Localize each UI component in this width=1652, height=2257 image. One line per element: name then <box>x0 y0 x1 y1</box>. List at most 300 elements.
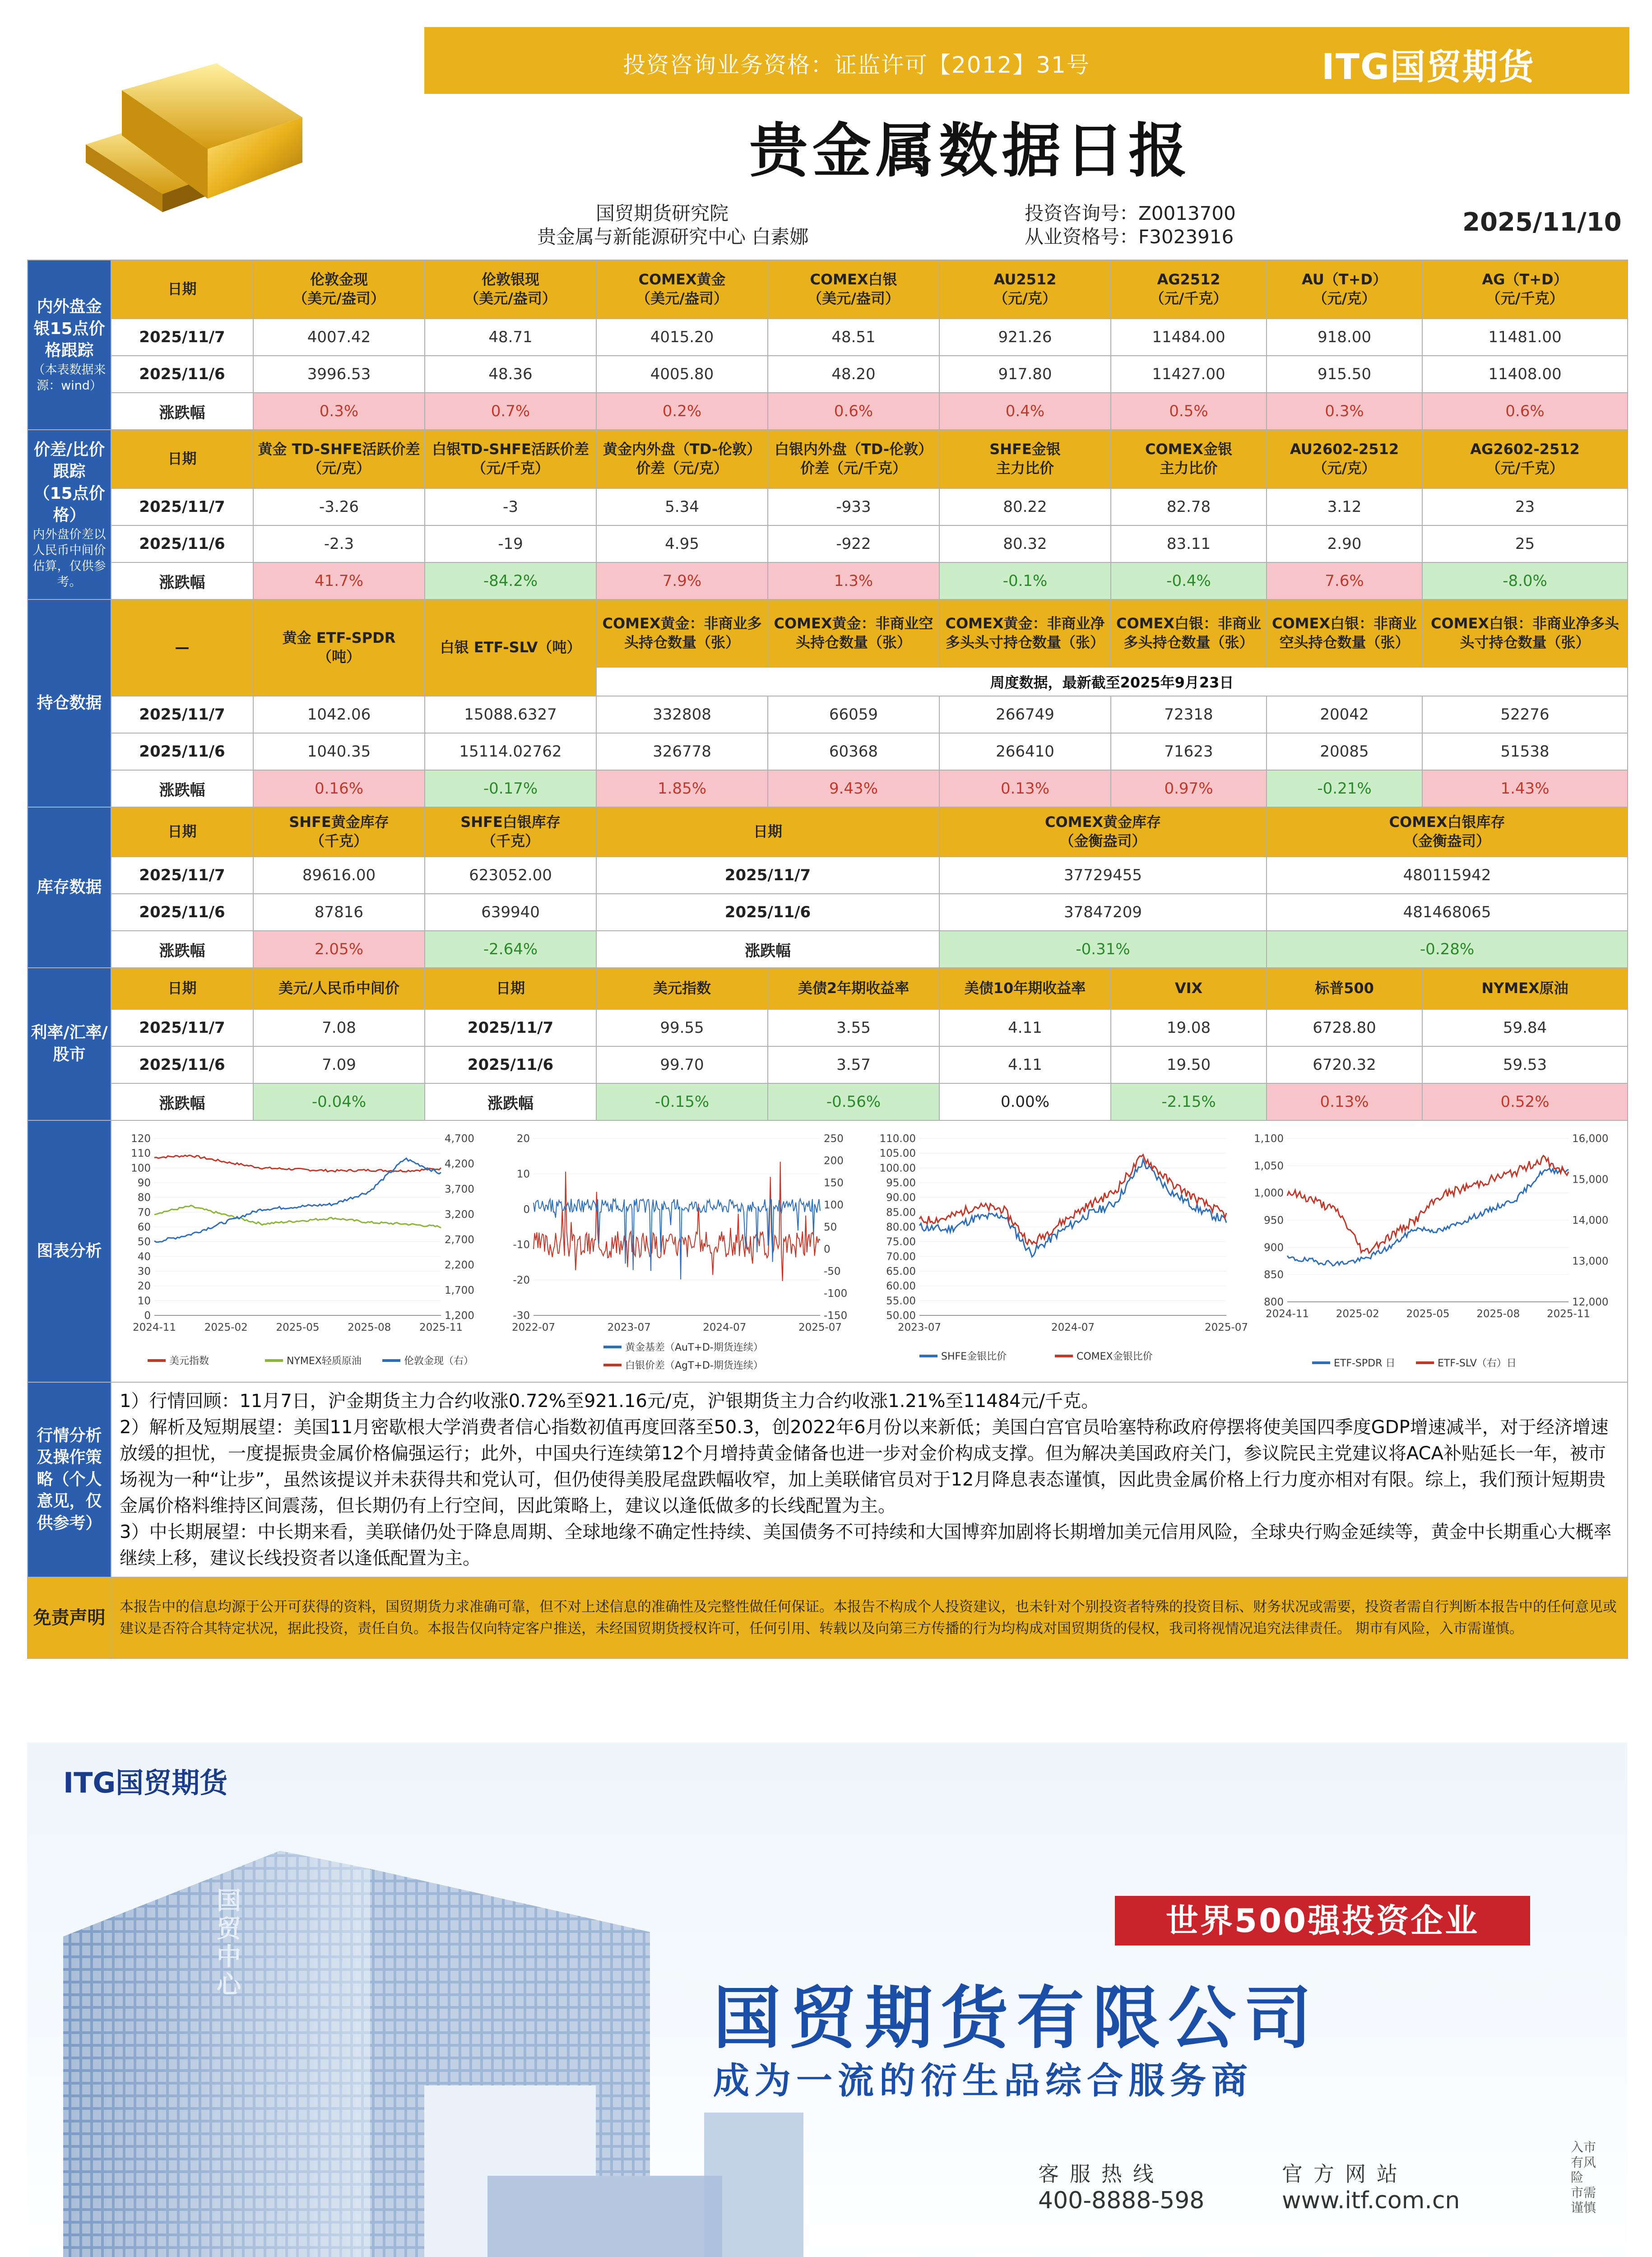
cell: 1040.35 <box>253 733 425 770</box>
cell: 915.50 <box>1267 356 1422 393</box>
institute-name: 国贸期货研究院 <box>596 202 729 224</box>
y-tick-label: 100.00 <box>879 1162 916 1175</box>
cell: 918.00 <box>1267 319 1422 356</box>
series-line-1 <box>154 1155 441 1172</box>
report-title: 贵金属数据日报 <box>749 116 1192 185</box>
legend-label: 美元指数 <box>169 1356 209 1367</box>
col-header: COMEX白银 （美元/盎司） <box>768 260 939 319</box>
x-tick-label: 2023-07 <box>897 1322 942 1333</box>
y-tick-label: 10 <box>137 1295 151 1307</box>
col-header: COMEX黄金库存 （金衡盎司） <box>939 807 1267 857</box>
practice-number: 从业资格号：F3023916 <box>1025 226 1234 248</box>
header-bar <box>424 27 1629 94</box>
change-cell: 0.5% <box>1111 393 1267 430</box>
cell: 59.53 <box>1422 1046 1628 1083</box>
change-label: 涨跌幅 <box>111 393 253 430</box>
y2-tick-label: 1,200 <box>445 1310 474 1322</box>
website-label: 官方网站 <box>1282 2162 1408 2186</box>
change-cell: -0.56% <box>768 1083 939 1120</box>
y2-tick-label: 250 <box>824 1133 844 1145</box>
cell: -19 <box>425 525 596 562</box>
strategy-p2: 2）解析及短期展望：美国11月密歇根大学消费者信心指数初值再度回落至50.3，创2022年6月份以来新低；美国白宫官员哈塞特称政府停摆将使美国四季度GDP增速减半，对于经济增速放缓的担忧，一度提振贵金属价格偏强运行；此外，中国央行连续第12个月增持黄金储备也进一步对金价构成支撑。但为解决美国政府关门，参议院民主党建议将ACA补贴延长一年，被市场视为一种“让步”，虽然该提议并未获得共和党认可，但仍使得美股尾盘跌幅收窄，加上美联储官员对于12月降息表态谨慎，因此贵金属价格上行力度亦相对有限。综上，我们预计短期贵金属价格料维持区间震荡，但长期仍有上行空间，因此策略上，建议以逢低做多的长线配置为主。 <box>120 1417 1609 1516</box>
x-tick-label: 2024-11 <box>132 1322 176 1333</box>
strategy-p1: 1）行情回顾：11月7日，沪金期货主力合约收涨0.72%至921.16元/克，沪银期货主力合约收涨1.21%至11484元/千克。 <box>120 1391 1100 1412</box>
col-header: SHFE白银库存 （千克） <box>425 807 596 857</box>
cell: 4.95 <box>596 525 768 562</box>
y-tick-label: 90.00 <box>886 1192 916 1204</box>
col-header: 标普500 <box>1267 968 1422 1009</box>
advisory-number: 投资咨询号：Z0013700 <box>1025 202 1236 224</box>
y-tick-label: 80.00 <box>886 1221 916 1233</box>
cell: 20042 <box>1267 696 1422 733</box>
y-tick-label: 850 <box>1264 1269 1284 1281</box>
risk-note: 入市有风险 市需谨慎 <box>1571 2140 1596 2215</box>
row-date: 2025/11/6 <box>111 1046 253 1083</box>
y2-tick-label: 1,700 <box>445 1285 474 1296</box>
series-line-2 <box>1287 1156 1568 1253</box>
change-cell: 0.16% <box>253 770 425 807</box>
cell: 266410 <box>939 733 1111 770</box>
col-header: SHFE金银 主力比价 <box>939 430 1111 488</box>
col-header: VIX <box>1111 968 1267 1009</box>
change-cell: 0.97% <box>1111 770 1267 807</box>
x-tick-label: 2025-02 <box>204 1322 248 1333</box>
col-header: 白银 ETF-SLV（吨） <box>425 599 596 696</box>
cell: 19.08 <box>1111 1009 1267 1046</box>
cell: 48.51 <box>768 319 939 356</box>
y-tick-label: 100 <box>131 1162 151 1175</box>
change-label: 涨跌幅 <box>111 931 253 968</box>
section-inventory: 库存数据 <box>28 807 111 968</box>
strategy-p3: 3）中长期展望：中长期来看，美联储仍处于降息周期、全球地缘不确定性持续、美国债务不可持续和大国博弈加剧将长期增加美元信用风险，全球央行购金延续等，黄金中长期重心大概率继续上移，建议长线投资者以逢低配置为主。 <box>120 1522 1612 1569</box>
y-tick-label: 110.00 <box>879 1133 916 1145</box>
y2-tick-label: 150 <box>824 1177 844 1189</box>
cell: 3996.53 <box>253 356 425 393</box>
x-tick-label: 2025-11 <box>419 1322 463 1333</box>
col-header: COMEX白银库存 （金衡盎司） <box>1267 807 1628 857</box>
cell: 66059 <box>768 696 939 733</box>
y-tick-label: 10 <box>516 1168 530 1180</box>
section-strategy: 行情分析及操作策略（个人意见，仅供参考） <box>28 1382 111 1577</box>
cell: 15088.6327 <box>425 696 596 733</box>
building-sign: 国贸中心 <box>217 1886 241 1999</box>
y2-tick-label: 50 <box>824 1221 837 1233</box>
cell: 266749 <box>939 696 1111 733</box>
research-center: 贵金属与新能源研究中心 白素娜 <box>537 226 809 248</box>
row-date: 2025/11/6 <box>596 894 939 931</box>
cell: 71623 <box>1111 733 1267 770</box>
cell: 23 <box>1422 488 1628 525</box>
col-header: AG（T+D） （元/千克） <box>1422 260 1628 319</box>
report-date: 2025/11/10 <box>1462 208 1622 237</box>
hotline-label: 客服热线 <box>1038 2162 1165 2186</box>
change-cell: 0.52% <box>1422 1083 1628 1120</box>
x-tick-label: 2025-07 <box>1204 1322 1248 1333</box>
y-tick-label: 0 <box>523 1203 530 1216</box>
cell: 11427.00 <box>1111 356 1267 393</box>
section-rates: 利率/汇率/股市 <box>28 968 111 1120</box>
charts-svg <box>111 1121 1627 1381</box>
col-header: AU（T+D） （元/克） <box>1267 260 1422 319</box>
change-label: 涨跌幅 <box>111 562 253 599</box>
row-date: 2025/11/7 <box>111 488 253 525</box>
cell: 7.09 <box>253 1046 425 1083</box>
y2-tick-label: 13,000 <box>1572 1255 1609 1268</box>
y2-tick-label: 12,000 <box>1572 1296 1609 1308</box>
cell: 48.20 <box>768 356 939 393</box>
cell: 623052.00 <box>425 857 596 894</box>
y2-tick-label: -150 <box>824 1310 848 1322</box>
col-header: COMEX黄金：非商业多头持仓数量（张） <box>596 599 768 667</box>
x-tick-label: 2022-07 <box>511 1322 556 1333</box>
cell: 481468065 <box>1267 894 1628 931</box>
strategy-text <box>111 1382 1628 1577</box>
y-tick-label: 120 <box>131 1133 151 1145</box>
y-tick-label: 110 <box>131 1147 151 1160</box>
col-header: 美元指数 <box>596 968 768 1009</box>
col-header: 黄金内外盘（TD-伦敦）价差（元/克） <box>596 430 768 488</box>
col-header: COMEX金银 主力比价 <box>1111 430 1267 488</box>
y-tick-label: 0 <box>144 1310 151 1322</box>
col-header: AU2512 （元/克） <box>939 260 1111 319</box>
cell: 48.36 <box>425 356 596 393</box>
col-header: 日期 <box>111 968 253 1009</box>
legend-label: 伦敦金现（右） <box>404 1356 474 1367</box>
col-header: 黄金 TD-SHFE活跃价差（元/克） <box>253 430 425 488</box>
y-tick-label: 90 <box>137 1177 151 1189</box>
y2-tick-label: 14,000 <box>1572 1215 1609 1226</box>
change-cell: 0.13% <box>1267 1083 1422 1120</box>
row-date: 2025/11/6 <box>111 733 253 770</box>
cell: 11408.00 <box>1422 356 1628 393</box>
y-tick-label: 85.00 <box>886 1207 916 1219</box>
y-tick-label: 60 <box>137 1221 151 1233</box>
change-cell: 1.43% <box>1422 770 1628 807</box>
x-tick-label: 2025-11 <box>1546 1308 1591 1320</box>
chart-panel-3 <box>880 1133 1248 1362</box>
cell: 37729455 <box>939 857 1267 894</box>
x-tick-label: 2024-11 <box>1265 1308 1309 1320</box>
y2-tick-label: 15,000 <box>1572 1174 1609 1186</box>
y2-tick-label: 100 <box>824 1199 844 1211</box>
col-header: AU2602-2512 （元/克） <box>1267 430 1422 488</box>
y-tick-label: -30 <box>513 1310 530 1322</box>
legend-label: SHFE金银比价 <box>941 1351 1007 1362</box>
cell: 5.34 <box>596 488 768 525</box>
y-tick-label: 800 <box>1264 1296 1284 1308</box>
change-cell: -0.04% <box>253 1083 425 1120</box>
y-tick-label: 70.00 <box>886 1251 916 1263</box>
cell: 89616.00 <box>253 857 425 894</box>
cell: 639940 <box>425 894 596 931</box>
website-url: www.itf.com.cn <box>1282 2187 1460 2214</box>
x-tick-label: 2025-08 <box>348 1322 391 1333</box>
x-tick-label: 2025-02 <box>1336 1308 1379 1320</box>
chart-panel-2 <box>512 1133 847 1371</box>
cell: 15114.02762 <box>425 733 596 770</box>
change-cell: 0.6% <box>768 393 939 430</box>
data-table <box>27 260 1628 1659</box>
y-tick-label: 1,050 <box>1254 1160 1284 1172</box>
hotline-number: 400-8888-598 <box>1038 2187 1205 2214</box>
cell: 6720.32 <box>1267 1046 1422 1083</box>
change-cell: 7.9% <box>596 562 768 599</box>
section-price-tracking: 内外盘金银15点价格跟踪 （本表数据来源：wind） <box>28 260 111 430</box>
y2-tick-label: 16,000 <box>1572 1133 1609 1145</box>
y2-tick-label: -100 <box>824 1288 848 1300</box>
cell: 480115942 <box>1267 857 1628 894</box>
col-header: COMEX黄金：非商业空头持仓数量（张） <box>768 599 939 667</box>
cell: 52276 <box>1422 696 1628 733</box>
col-header: 美债2年期收益率 <box>768 968 939 1009</box>
y-tick-label: -20 <box>513 1274 530 1286</box>
row-date: 2025/11/7 <box>111 1009 253 1046</box>
cell: 917.80 <box>939 356 1111 393</box>
cell: 99.70 <box>596 1046 768 1083</box>
change-label: 涨跌幅 <box>596 931 939 968</box>
change-cell: -8.0% <box>1422 562 1628 599</box>
cell: 37847209 <box>939 894 1267 931</box>
legend-label: ETF-SLV（右）日 <box>1438 1358 1517 1369</box>
change-cell: -0.17% <box>425 770 596 807</box>
cell: 7.08 <box>253 1009 425 1046</box>
cell: 80.22 <box>939 488 1111 525</box>
cell: 25 <box>1422 525 1628 562</box>
x-tick-label: 2025-05 <box>276 1322 320 1333</box>
col-header: SHFE黄金库存 （千克） <box>253 807 425 857</box>
y-tick-label: 75.00 <box>886 1236 916 1248</box>
cell: 332808 <box>596 696 768 733</box>
change-cell: 0.3% <box>253 393 425 430</box>
cell: 51538 <box>1422 733 1628 770</box>
col-header: 日期 <box>111 807 253 857</box>
x-tick-label: 2024-07 <box>703 1322 747 1333</box>
cell: 921.26 <box>939 319 1111 356</box>
change-cell: -2.15% <box>1111 1083 1267 1120</box>
x-tick-label: 2023-07 <box>607 1322 651 1333</box>
y-tick-label: 50 <box>137 1236 151 1248</box>
y2-tick-label: 2,200 <box>445 1259 474 1271</box>
cell: 19.50 <box>1111 1046 1267 1083</box>
col-header: 美元/人民币中间价 <box>253 968 425 1009</box>
row-date: 2025/11/7 <box>596 857 939 894</box>
col-header: 美债10年期收益率 <box>939 968 1111 1009</box>
series-line-2 <box>154 1205 441 1228</box>
change-cell: 1.85% <box>596 770 768 807</box>
y-tick-label: -10 <box>513 1239 530 1251</box>
cell: 59.84 <box>1422 1009 1628 1046</box>
y-tick-label: 20 <box>516 1133 530 1145</box>
change-cell: -0.1% <box>939 562 1111 599</box>
y-tick-label: 55.00 <box>886 1295 916 1307</box>
brand-logo: ITG国贸期货 <box>1321 47 1535 88</box>
cell: 11484.00 <box>1111 319 1267 356</box>
cell: 6728.80 <box>1267 1009 1422 1046</box>
cell: 87816 <box>253 894 425 931</box>
cell: 4.11 <box>939 1009 1111 1046</box>
fortune500-badge: 世界500强投资企业 <box>1115 1896 1530 1946</box>
cell: -922 <box>768 525 939 562</box>
y-tick-label: 1,100 <box>1254 1133 1284 1145</box>
col-header: 黄金 ETF-SPDR （吨） <box>253 599 425 696</box>
cell: -2.3 <box>253 525 425 562</box>
y2-tick-label: 2,700 <box>445 1234 474 1246</box>
col-header: AG2512 （元/千克） <box>1111 260 1267 319</box>
y2-tick-label: 0 <box>824 1244 831 1255</box>
y-tick-label: 65.00 <box>886 1266 916 1277</box>
cell: 326778 <box>596 733 768 770</box>
col-header: COMEX白银：非商业空头持仓数量（张） <box>1267 599 1422 667</box>
y-tick-label: 900 <box>1264 1242 1284 1254</box>
y-tick-label: 105.00 <box>879 1147 916 1160</box>
col-header: COMEX黄金：非商业净多头头寸持仓数量（张） <box>939 599 1111 667</box>
change-cell: 1.3% <box>768 562 939 599</box>
y-tick-label: 80 <box>137 1192 151 1204</box>
cell: 80.32 <box>939 525 1111 562</box>
row-date: 2025/11/7 <box>111 319 253 356</box>
legend-label: ETF-SPDR 日 <box>1334 1358 1396 1369</box>
change-label: 涨跌幅 <box>111 770 253 807</box>
legend-label: 黄金基差（AuT+D-期货连续） <box>625 1342 763 1353</box>
cell: 48.71 <box>425 319 596 356</box>
col-header: COMEX白银：非商业净多头头寸持仓数量（张） <box>1422 599 1628 667</box>
banner-logo: ITG国贸期货 <box>63 1766 228 1799</box>
cell: 3.55 <box>768 1009 939 1046</box>
y-tick-label: 30 <box>137 1266 151 1277</box>
change-cell: 2.05% <box>253 931 425 968</box>
change-cell: -0.4% <box>1111 562 1267 599</box>
y-tick-label: 70 <box>137 1207 151 1219</box>
col-header-dash: — <box>111 599 253 696</box>
row-date: 2025/11/7 <box>111 696 253 733</box>
change-cell: -0.31% <box>939 931 1267 968</box>
series-line-1 <box>534 1198 820 1279</box>
legend-label: 白银价差（AgT+D-期货连续） <box>625 1360 763 1371</box>
cell: 82.78 <box>1111 488 1267 525</box>
company-tagline: 成为一流的衍生品综合服务商 <box>713 2060 1253 2102</box>
change-cell: 0.4% <box>939 393 1111 430</box>
change-cell: 0.6% <box>1422 393 1628 430</box>
cell: 72318 <box>1111 696 1267 733</box>
row-date: 2025/11/7 <box>425 1009 596 1046</box>
col-header: 伦敦金现 （美元/盎司） <box>253 260 425 319</box>
weekly-note: 周度数据，最新截至2025年9月23日 <box>596 667 1628 696</box>
cell: -3.26 <box>253 488 425 525</box>
y-tick-label: 40 <box>137 1251 151 1263</box>
change-label: 涨跌幅 <box>425 1083 596 1120</box>
cell: 4.11 <box>939 1046 1111 1083</box>
disclaimer-text: 本报告中的信息均源于公开可获得的资料，国贸期货力求准确可靠，但不对上述信息的准确性及完整性做任何保证。本报告不构成个人投资建议，也未针对个别投资者特殊的投资目标、财务状况或需要，投资者需自行判断本报告中的任何意见或建议是否符合其特定状况，据此投资，责任自负。本报告仅向特定客户推送，未经国贸期货授权许可，任何引用、转载以及向第三方传播的行为均构成对国贸期货的侵权，我司将视情况追究法律责任。 期市有风险，入市需谨慎。 <box>111 1577 1628 1658</box>
gold-bars-image <box>68 27 320 239</box>
col-header: 白银内外盘（TD-伦敦）价差（元/千克） <box>768 430 939 488</box>
cell: -933 <box>768 488 939 525</box>
y-tick-label: 60.00 <box>886 1280 916 1292</box>
x-tick-label: 2025-05 <box>1406 1308 1450 1320</box>
change-cell: 9.43% <box>768 770 939 807</box>
section-disclaimer: 免责声明 <box>28 1577 111 1658</box>
change-cell: 0.3% <box>1267 393 1422 430</box>
y-tick-label: 95.00 <box>886 1177 916 1189</box>
y-tick-label: 50.00 <box>886 1310 916 1322</box>
col-header: 日期 <box>111 430 253 488</box>
cell: -3 <box>425 488 596 525</box>
chart-panel-4 <box>1254 1133 1608 1369</box>
change-cell: 0.00% <box>939 1083 1111 1120</box>
cell: 1042.06 <box>253 696 425 733</box>
cell: 4015.20 <box>596 319 768 356</box>
col-header: NYMEX原油 <box>1422 968 1628 1009</box>
row-date: 2025/11/6 <box>111 525 253 562</box>
change-cell: -2.64% <box>425 931 596 968</box>
qualification-text: 投资咨询业务资格：证监许可【2012】31号 <box>623 52 1090 78</box>
cell: 60368 <box>768 733 939 770</box>
cell: 83.11 <box>1111 525 1267 562</box>
change-cell: 41.7% <box>253 562 425 599</box>
change-cell: -84.2% <box>425 562 596 599</box>
row-date: 2025/11/6 <box>425 1046 596 1083</box>
y2-tick-label: 4,200 <box>445 1158 474 1170</box>
change-cell: -0.15% <box>596 1083 768 1120</box>
y-tick-label: 950 <box>1264 1215 1284 1226</box>
cell: 4005.80 <box>596 356 768 393</box>
row-date: 2025/11/6 <box>111 356 253 393</box>
change-cell: -0.21% <box>1267 770 1422 807</box>
section-positions: 持仓数据 <box>28 599 111 807</box>
col-header: COMEX白银：非商业多头持仓数量（张） <box>1111 599 1267 667</box>
section-spread-tracking: 价差/比价跟踪 （15点价格） 内外盘价差以人民币中间价估算，仅供参考。 <box>28 430 111 599</box>
col-header: 日期 <box>596 807 939 857</box>
cell: 3.57 <box>768 1046 939 1083</box>
col-header: COMEX黄金 （美元/盎司） <box>596 260 768 319</box>
col-header: AG2602-2512 （元/千克） <box>1422 430 1628 488</box>
x-tick-label: 2025-07 <box>798 1322 842 1333</box>
change-cell: -0.28% <box>1267 931 1628 968</box>
series-line-1 <box>1287 1169 1568 1266</box>
cell: 11481.00 <box>1422 319 1628 356</box>
change-cell: 0.7% <box>425 393 596 430</box>
row-date: 2025/11/6 <box>111 894 253 931</box>
change-cell: 7.6% <box>1267 562 1422 599</box>
company-banner <box>27 1742 1627 2257</box>
y2-tick-label: 3,200 <box>445 1209 474 1221</box>
y2-tick-label: -50 <box>824 1266 841 1277</box>
legend-label: NYMEX轻质原油 <box>287 1356 362 1367</box>
y-tick-label: 20 <box>137 1280 151 1292</box>
chart-panel-1 <box>131 1133 474 1367</box>
y2-tick-label: 4,700 <box>445 1133 474 1145</box>
section-charts: 图表分析 <box>28 1120 111 1382</box>
legend-label: COMEX金银比价 <box>1077 1351 1153 1362</box>
col-header: 日期 <box>111 260 253 319</box>
cell: 2.90 <box>1267 525 1422 562</box>
col-header: 白银TD-SHFE活跃价差（元/千克） <box>425 430 596 488</box>
cell: 20085 <box>1267 733 1422 770</box>
change-cell: 0.2% <box>596 393 768 430</box>
col-header: 伦敦银现 （美元/盎司） <box>425 260 596 319</box>
company-name: 国贸期货有限公司 <box>713 1979 1320 2058</box>
col-header: 日期 <box>425 968 596 1009</box>
charts-row <box>111 1120 1628 1382</box>
cell: 4007.42 <box>253 319 425 356</box>
y2-tick-label: 200 <box>824 1155 844 1167</box>
y2-tick-label: 3,700 <box>445 1184 474 1195</box>
x-tick-label: 2024-07 <box>1051 1322 1095 1333</box>
x-tick-label: 2025-08 <box>1476 1308 1520 1320</box>
change-cell: 0.13% <box>939 770 1111 807</box>
change-label: 涨跌幅 <box>111 1083 253 1120</box>
cell: 99.55 <box>596 1009 768 1046</box>
series-line-2 <box>534 1162 820 1282</box>
